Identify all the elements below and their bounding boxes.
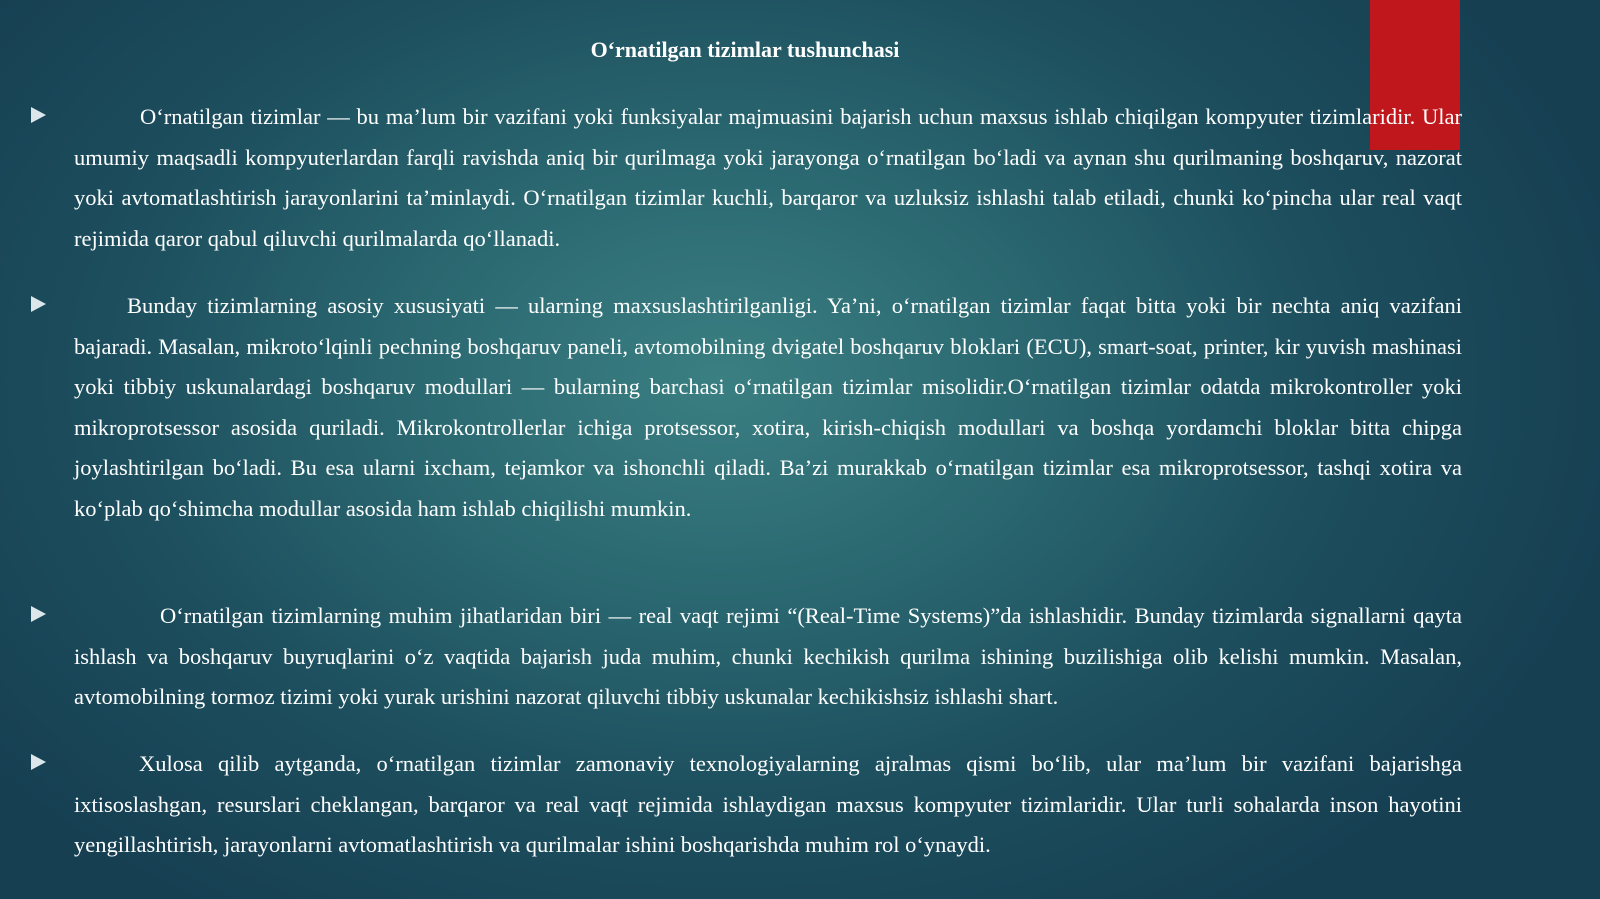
paragraph-2-text: Bunday tizimlarning asosiy xususiyati — ularning maxsuslashtirilganligi. Ya’ni, o‘rnatilgan tizimlar faqat bitta yoki bir nechta aniq vazifani bajaradi. Masalan, mikroto‘lqinli pechning boshqaruv paneli, avtomobilning dvigatel boshqaruv bloklari (ECU), smart-soat, printer, kir yuvish mashinasi yoki tibbiy uskunalardagi boshqaruv modullari — bularning barchasi o‘rnatilgan tizimlar misolidir.O‘rnatilgan tizimlar odatda mikrokontroller yoki mikroprotsessor asosida quriladi. Mikrokontrollerlar ichiga protsessor, xotira, kirish-chiqish modullari va boshqa yordamchi bloklar bitta chipga joylashtirilgan bo‘ladi. Bu esa ularni ixcham, tejamkor va ishonchli qiladi. Ba’zi murakkab o‘rnatilgan tizimlar esa mikroprotsessor, tashqi xotira va ko‘plab qo‘shimcha modullar asosida ham ishlab chiqilishi mumkin.: [74, 293, 1462, 521]
paragraph-4-text: Xulosa qilib aytganda, o‘rnatilgan tizimlar zamonaviy texnologiyalarning ajralmas qismi bo‘lib, ular ma’lum bir vazifani bajarishga ixtisoslashgan, resurslari cheklangan, barqaror va real vaqt rejimida ishlaydigan maxsus kompyuter tizimlaridir. Ular turli sohalarda inson hayotini yengillashtirish, jarayonlarni avtomatlashtirish va qurilmalar ishini boshqarishda muhim rol o‘ynaydi.: [74, 751, 1462, 857]
triangle-bullet-icon: [31, 107, 46, 123]
paragraph-2: [74, 286, 1462, 529]
slide-title: O‘rnatilgan tizimlar tushunchasi: [590, 37, 900, 62]
paragraph-3-text: O‘rnatilgan tizimlarning muhim jihatlaridan biri — real vaqt rejimi “(Real-Time Systems)”da ishlashidir. Bunday tizimlarda signallarni qayta ishlash va boshqaruv buyruqlarini o‘z vaqtida bajarish juda muhim, chunki kechikish qurilma ishining buzilishiga olib kelishi mumkin. Masalan, avtomobilning tormoz tizimi yoki yurak urishini nazorat qiluvchi tibbiy uskunalar kechikishsiz ishlashi shart.: [74, 603, 1462, 709]
triangle-bullet-icon: [31, 296, 46, 312]
triangle-bullet-icon: [31, 606, 46, 622]
paragraph-1: [74, 97, 1462, 259]
paragraph-1-text: O‘rnatilgan tizimlar — bu ma’lum bir vazifani yoki funksiyalar majmuasini bajarish uchun maxsus ishlab chiqilgan kompyuter tizimlaridir. Ular umumiy maqsadli kompyuterlardan farqli ravishda aniq bir qurilmaga yoki jarayonga o‘rnatilgan bo‘ladi va aynan shu qurilmaning boshqaruv, nazorat yoki avtomatlashtirish jarayonlarini ta’minlaydi. O‘rnatilgan tizimlar kuchli, barqaror va uzluksiz ishlashi talab etiladi, chunki ko‘pincha ular real vaqt rejimida qaror qabul qiluvchi qurilmalarda qo‘llanadi.: [74, 104, 1462, 251]
paragraph-3: [74, 596, 1462, 718]
triangle-bullet-icon: [31, 754, 46, 770]
paragraph-4: [74, 744, 1462, 866]
